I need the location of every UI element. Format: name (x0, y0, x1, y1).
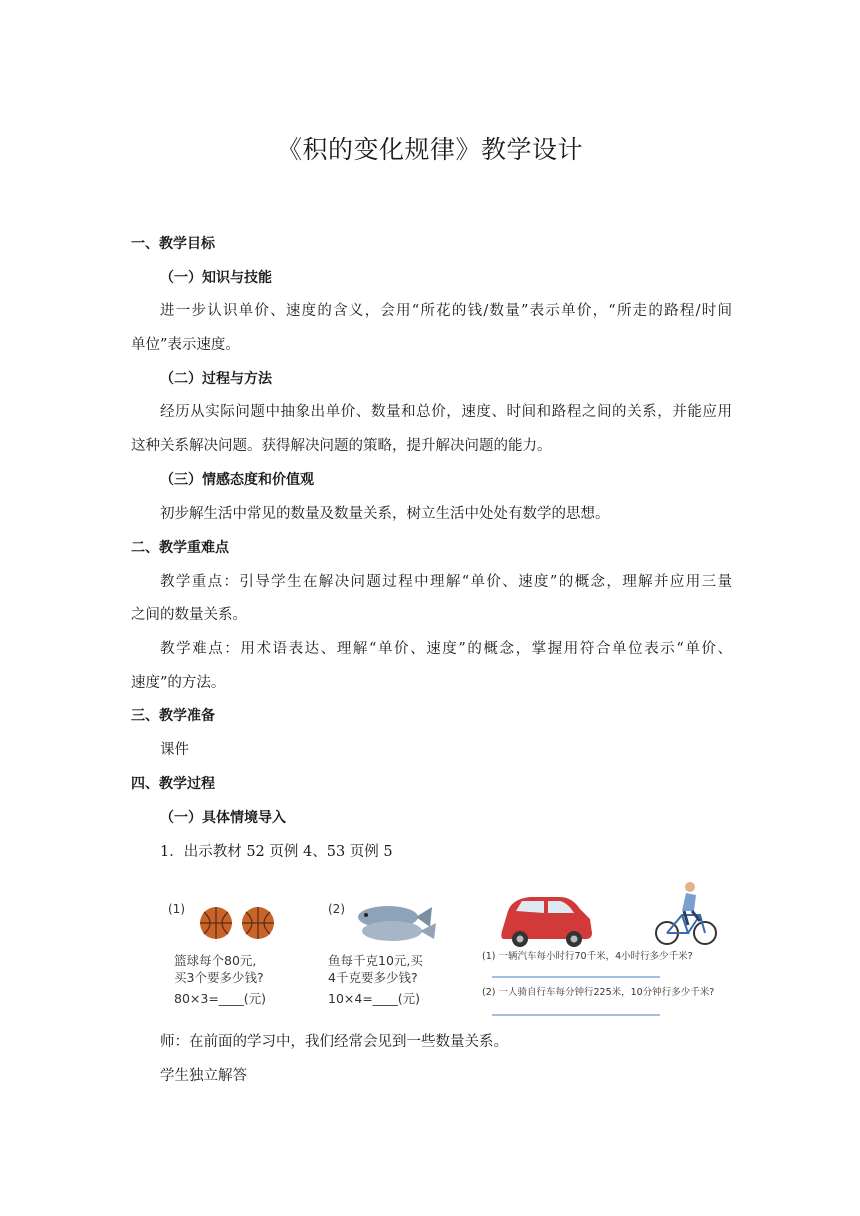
section-heading-keypoints: 二、教学重难点 (131, 540, 229, 556)
section-heading-preparation: 三、教学准备 (131, 708, 215, 724)
paragraph-line: 教学难点：用术语表达、理解“单价、速度”的概念，掌握用符合单位表示“单价、 (160, 641, 732, 657)
textbook-example-figure (160, 875, 760, 1025)
panel1-line2: 买3个要多少钱? (174, 970, 264, 985)
panel2-equation: 10×4=____(元) (328, 991, 421, 1006)
question-1: (1) 一辆汽车每小时行70千米，4小时行多少千米? (482, 951, 693, 962)
paragraph-line: 教学重点：引导学生在解决问题过程中理解“单价、速度”的概念，理解并应用三量 (160, 574, 732, 590)
section-heading-process: 四、教学过程 (131, 776, 215, 792)
panel1-number: (1) (168, 902, 185, 916)
paragraph-line: 单位”表示速度。 (131, 337, 240, 353)
bicycle-rider-icon (656, 882, 716, 944)
panel2-number: (2) (328, 902, 345, 916)
paragraph-line: 1．出示教材 52 页例 4、53 页例 5 (160, 844, 393, 860)
panel1-equation: 80×3=____(元) (174, 991, 267, 1006)
subheading-attitude: （三）情感态度和价值观 (160, 472, 314, 488)
panel2-line2: 4千克要多少钱? (328, 970, 418, 985)
paragraph-line: 初步解生活中常见的数量及数量关系，树立生活中处处有数学的思想。 (160, 506, 610, 522)
paragraph-line: 经历从实际问题中抽象出单价、数量和总价，速度、时间和路程之间的关系，并能应用 (160, 404, 732, 420)
paragraph-line: 师：在前面的学习中，我们经常会见到一些数量关系。 (160, 1034, 508, 1050)
basketball-icon (242, 907, 274, 939)
paragraph-line: 课件 (160, 742, 189, 758)
fish-icon (358, 906, 436, 941)
paragraph-line: 进一步认识单价、速度的含义，会用“所花的钱/数量”表示单价，“所走的路程/时间 (160, 303, 732, 319)
paragraph-line: 这种关系解决问题。获得解决问题的策略，提升解决问题的能力。 (131, 438, 552, 454)
subheading-intro: （一）具体情境导入 (160, 810, 286, 826)
panel2-line1: 鱼每千克10元,买 (328, 953, 423, 968)
question-2: (2) 一人骑自行车每分钟行225米，10分钟行多少千米? (482, 987, 715, 998)
paragraph-line: 学生独立解答 (160, 1068, 247, 1084)
subheading-process: （二）过程与方法 (160, 371, 272, 387)
paragraph-line: 之间的数量关系。 (131, 607, 247, 623)
section-heading-objectives: 一、教学目标 (131, 236, 215, 252)
basketball-icon (200, 907, 232, 939)
subheading-knowledge: （一）知识与技能 (160, 270, 272, 286)
paragraph-line: 速度”的方法。 (131, 675, 226, 691)
car-icon (501, 897, 592, 947)
document-title: 《积的变化规律》教学设计 (276, 135, 583, 164)
panel1-line1: 篮球每个80元, (174, 953, 257, 968)
